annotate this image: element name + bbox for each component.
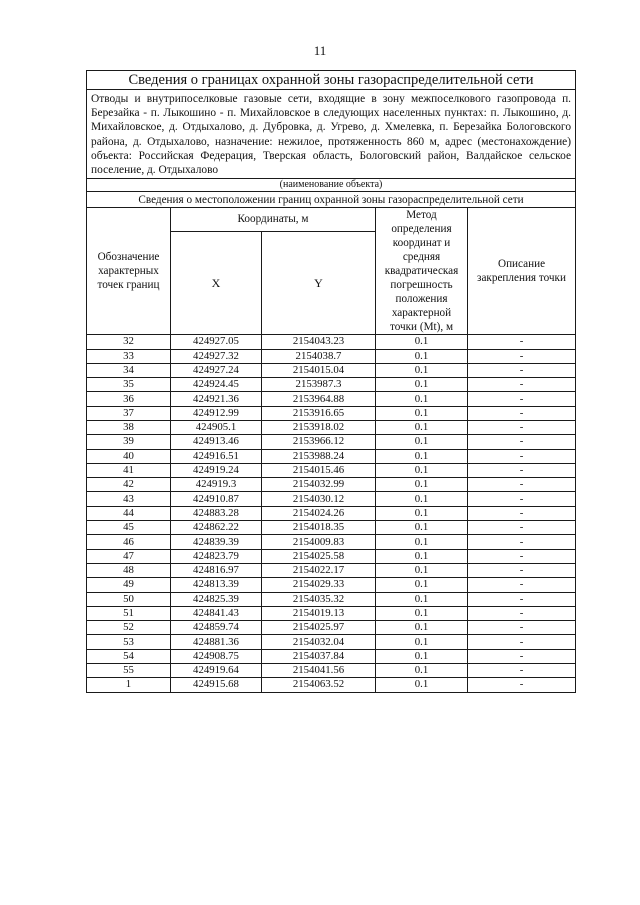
cell-mt: 0.1	[376, 463, 468, 477]
document-title: Сведения о границах охранной зоны газораспределительной сети	[87, 71, 576, 90]
cell-point: 45	[87, 521, 171, 535]
cell-mt: 0.1	[376, 535, 468, 549]
table-row	[87, 435, 576, 449]
cell-description: -	[468, 649, 576, 663]
cell-x: 424883.28	[171, 506, 262, 520]
cell-y: 2154030.12	[262, 492, 376, 506]
cell-description: -	[468, 392, 576, 406]
cell-description: -	[468, 521, 576, 535]
cell-y: 2154063.52	[262, 678, 376, 692]
cell-y: 2154018.35	[262, 521, 376, 535]
table-row	[87, 421, 576, 435]
cell-description: -	[468, 592, 576, 606]
cell-x: 424921.36	[171, 392, 262, 406]
object-description: Отводы и внутрипоселковые газовые сети, входящие в зону межпоселкового газопровода п. Березайка - п. Лыкошино - п. Михайловское в следующих населенных пунктах: п. Лыкошино, д. Михайловское, д. Отдыхалово, д. Дубровка, д. Угрево, д. Хмелевка, п. Березайка Бологовского района, д. Отдыхалово, назначение: нежилое, протяженность 860 м, адрес (местонахождение) объекта: Российская Федерация, Тверская область, Бологовский район, Валдайское сельское поселение, д. Отдыхалово	[87, 90, 576, 179]
cell-y: 2154024.26	[262, 506, 376, 520]
cell-mt: 0.1	[376, 635, 468, 649]
header-method: Метод определения координат и средняя квадратическая погрешность положения характерной точки (Mt), м	[376, 208, 468, 335]
cell-y: 2153916.65	[262, 406, 376, 420]
cell-description: -	[468, 621, 576, 635]
header-coordinates: Координаты, м	[171, 208, 376, 232]
object-caption: (наименование объекта)	[87, 179, 576, 192]
table-row	[87, 621, 576, 635]
cell-mt: 0.1	[376, 492, 468, 506]
cell-description: -	[468, 563, 576, 577]
cell-point: 37	[87, 406, 171, 420]
cell-x: 424927.05	[171, 335, 262, 349]
cell-point: 53	[87, 635, 171, 649]
cell-description: -	[468, 363, 576, 377]
cell-description: -	[468, 449, 576, 463]
cell-x: 424915.68	[171, 678, 262, 692]
cell-y: 2154019.13	[262, 606, 376, 620]
cell-x: 424862.22	[171, 521, 262, 535]
table-row	[87, 649, 576, 663]
cell-point: 46	[87, 535, 171, 549]
cell-mt: 0.1	[376, 563, 468, 577]
cell-y: 2154041.56	[262, 664, 376, 678]
table-row	[87, 535, 576, 549]
cell-y: 2154038.7	[262, 349, 376, 363]
table-row	[87, 664, 576, 678]
header-x: X	[171, 231, 262, 334]
table-row	[87, 563, 576, 577]
cell-x: 424919.64	[171, 664, 262, 678]
cell-point: 32	[87, 335, 171, 349]
cell-x: 424927.32	[171, 349, 262, 363]
cell-x: 424919.24	[171, 463, 262, 477]
table-row	[87, 635, 576, 649]
cell-y: 2154032.99	[262, 478, 376, 492]
cell-y: 2154022.17	[262, 563, 376, 577]
cell-description: -	[468, 535, 576, 549]
cell-y: 2154035.32	[262, 592, 376, 606]
cell-description: -	[468, 492, 576, 506]
cell-mt: 0.1	[376, 435, 468, 449]
table-row	[87, 549, 576, 563]
cell-point: 42	[87, 478, 171, 492]
cell-description: -	[468, 406, 576, 420]
cell-x: 424905.1	[171, 421, 262, 435]
cell-x: 424927.24	[171, 363, 262, 377]
cell-y: 2154025.97	[262, 621, 376, 635]
cell-mt: 0.1	[376, 606, 468, 620]
table-row	[87, 349, 576, 363]
cell-mt: 0.1	[376, 521, 468, 535]
section-title: Сведения о местоположении границ охранной зоны газораспределительной сети	[87, 192, 576, 208]
cell-description: -	[468, 335, 576, 349]
cell-x: 424813.39	[171, 578, 262, 592]
cell-description: -	[468, 606, 576, 620]
cell-mt: 0.1	[376, 664, 468, 678]
cell-mt: 0.1	[376, 363, 468, 377]
table-row	[87, 378, 576, 392]
cell-description: -	[468, 463, 576, 477]
cell-x: 424881.36	[171, 635, 262, 649]
cell-mt: 0.1	[376, 678, 468, 692]
cell-y: 2153987.3	[262, 378, 376, 392]
cell-description: -	[468, 478, 576, 492]
cell-mt: 0.1	[376, 421, 468, 435]
cell-description: -	[468, 664, 576, 678]
cell-x: 424912.99	[171, 406, 262, 420]
table-row	[87, 449, 576, 463]
cell-x: 424908.75	[171, 649, 262, 663]
cell-mt: 0.1	[376, 649, 468, 663]
cell-mt: 0.1	[376, 549, 468, 563]
cell-description: -	[468, 378, 576, 392]
page-number: 11	[313, 43, 327, 58]
table-row	[87, 521, 576, 535]
cell-x: 424919.3	[171, 478, 262, 492]
cell-point: 43	[87, 492, 171, 506]
cell-mt: 0.1	[376, 506, 468, 520]
cell-point: 55	[87, 664, 171, 678]
cell-x: 424841.43	[171, 606, 262, 620]
cell-point: 50	[87, 592, 171, 606]
cell-y: 2154029.33	[262, 578, 376, 592]
cell-y: 2154015.04	[262, 363, 376, 377]
cell-point: 33	[87, 349, 171, 363]
cell-point: 1	[87, 678, 171, 692]
cell-point: 52	[87, 621, 171, 635]
cell-mt: 0.1	[376, 335, 468, 349]
cell-y: 2154025.58	[262, 549, 376, 563]
table-row	[87, 406, 576, 420]
cell-y: 2154043.23	[262, 335, 376, 349]
cell-mt: 0.1	[376, 621, 468, 635]
cell-point: 38	[87, 421, 171, 435]
cell-description: -	[468, 635, 576, 649]
cell-description: -	[468, 435, 576, 449]
cell-y: 2153964.88	[262, 392, 376, 406]
table-row	[87, 335, 576, 349]
cell-y: 2154015.46	[262, 463, 376, 477]
cell-point: 54	[87, 649, 171, 663]
cell-mt: 0.1	[376, 406, 468, 420]
cell-description: -	[468, 349, 576, 363]
cell-point: 34	[87, 363, 171, 377]
cell-y: 2154009.83	[262, 535, 376, 549]
cell-x: 424913.46	[171, 435, 262, 449]
table-row	[87, 478, 576, 492]
cell-mt: 0.1	[376, 349, 468, 363]
cell-point: 39	[87, 435, 171, 449]
table-row	[87, 392, 576, 406]
cell-x: 424859.74	[171, 621, 262, 635]
cell-point: 41	[87, 463, 171, 477]
cell-point: 36	[87, 392, 171, 406]
cell-x: 424916.51	[171, 449, 262, 463]
cell-x: 424910.87	[171, 492, 262, 506]
table-row	[87, 492, 576, 506]
header-description: Описание закрепления точки	[468, 208, 576, 335]
cell-point: 40	[87, 449, 171, 463]
cell-x: 424839.39	[171, 535, 262, 549]
cell-x: 424823.79	[171, 549, 262, 563]
table-row	[87, 592, 576, 606]
cell-description: -	[468, 421, 576, 435]
cell-mt: 0.1	[376, 378, 468, 392]
table-row	[87, 363, 576, 377]
cell-point: 35	[87, 378, 171, 392]
header-y: Y	[262, 231, 376, 334]
header-point: Обозначение характерных точек границ	[87, 208, 171, 335]
table-row	[87, 678, 576, 692]
cell-mt: 0.1	[376, 592, 468, 606]
cell-x: 424816.97	[171, 563, 262, 577]
table-row	[87, 463, 576, 477]
cell-x: 424825.39	[171, 592, 262, 606]
cell-point: 51	[87, 606, 171, 620]
cell-description: -	[468, 578, 576, 592]
cell-x: 424924.45	[171, 378, 262, 392]
cell-mt: 0.1	[376, 449, 468, 463]
cell-mt: 0.1	[376, 578, 468, 592]
cell-description: -	[468, 506, 576, 520]
cell-mt: 0.1	[376, 478, 468, 492]
table-row	[87, 606, 576, 620]
cell-point: 48	[87, 563, 171, 577]
cell-description: -	[468, 549, 576, 563]
cell-mt: 0.1	[376, 392, 468, 406]
cell-y: 2154037.84	[262, 649, 376, 663]
table-row	[87, 506, 576, 520]
cell-point: 49	[87, 578, 171, 592]
table-row	[87, 578, 576, 592]
cell-y: 2154032.04	[262, 635, 376, 649]
cell-point: 47	[87, 549, 171, 563]
cell-point: 44	[87, 506, 171, 520]
cell-description: -	[468, 678, 576, 692]
boundary-table	[86, 70, 576, 693]
cell-y: 2153988.24	[262, 449, 376, 463]
cell-y: 2153966.12	[262, 435, 376, 449]
cell-y: 2153918.02	[262, 421, 376, 435]
